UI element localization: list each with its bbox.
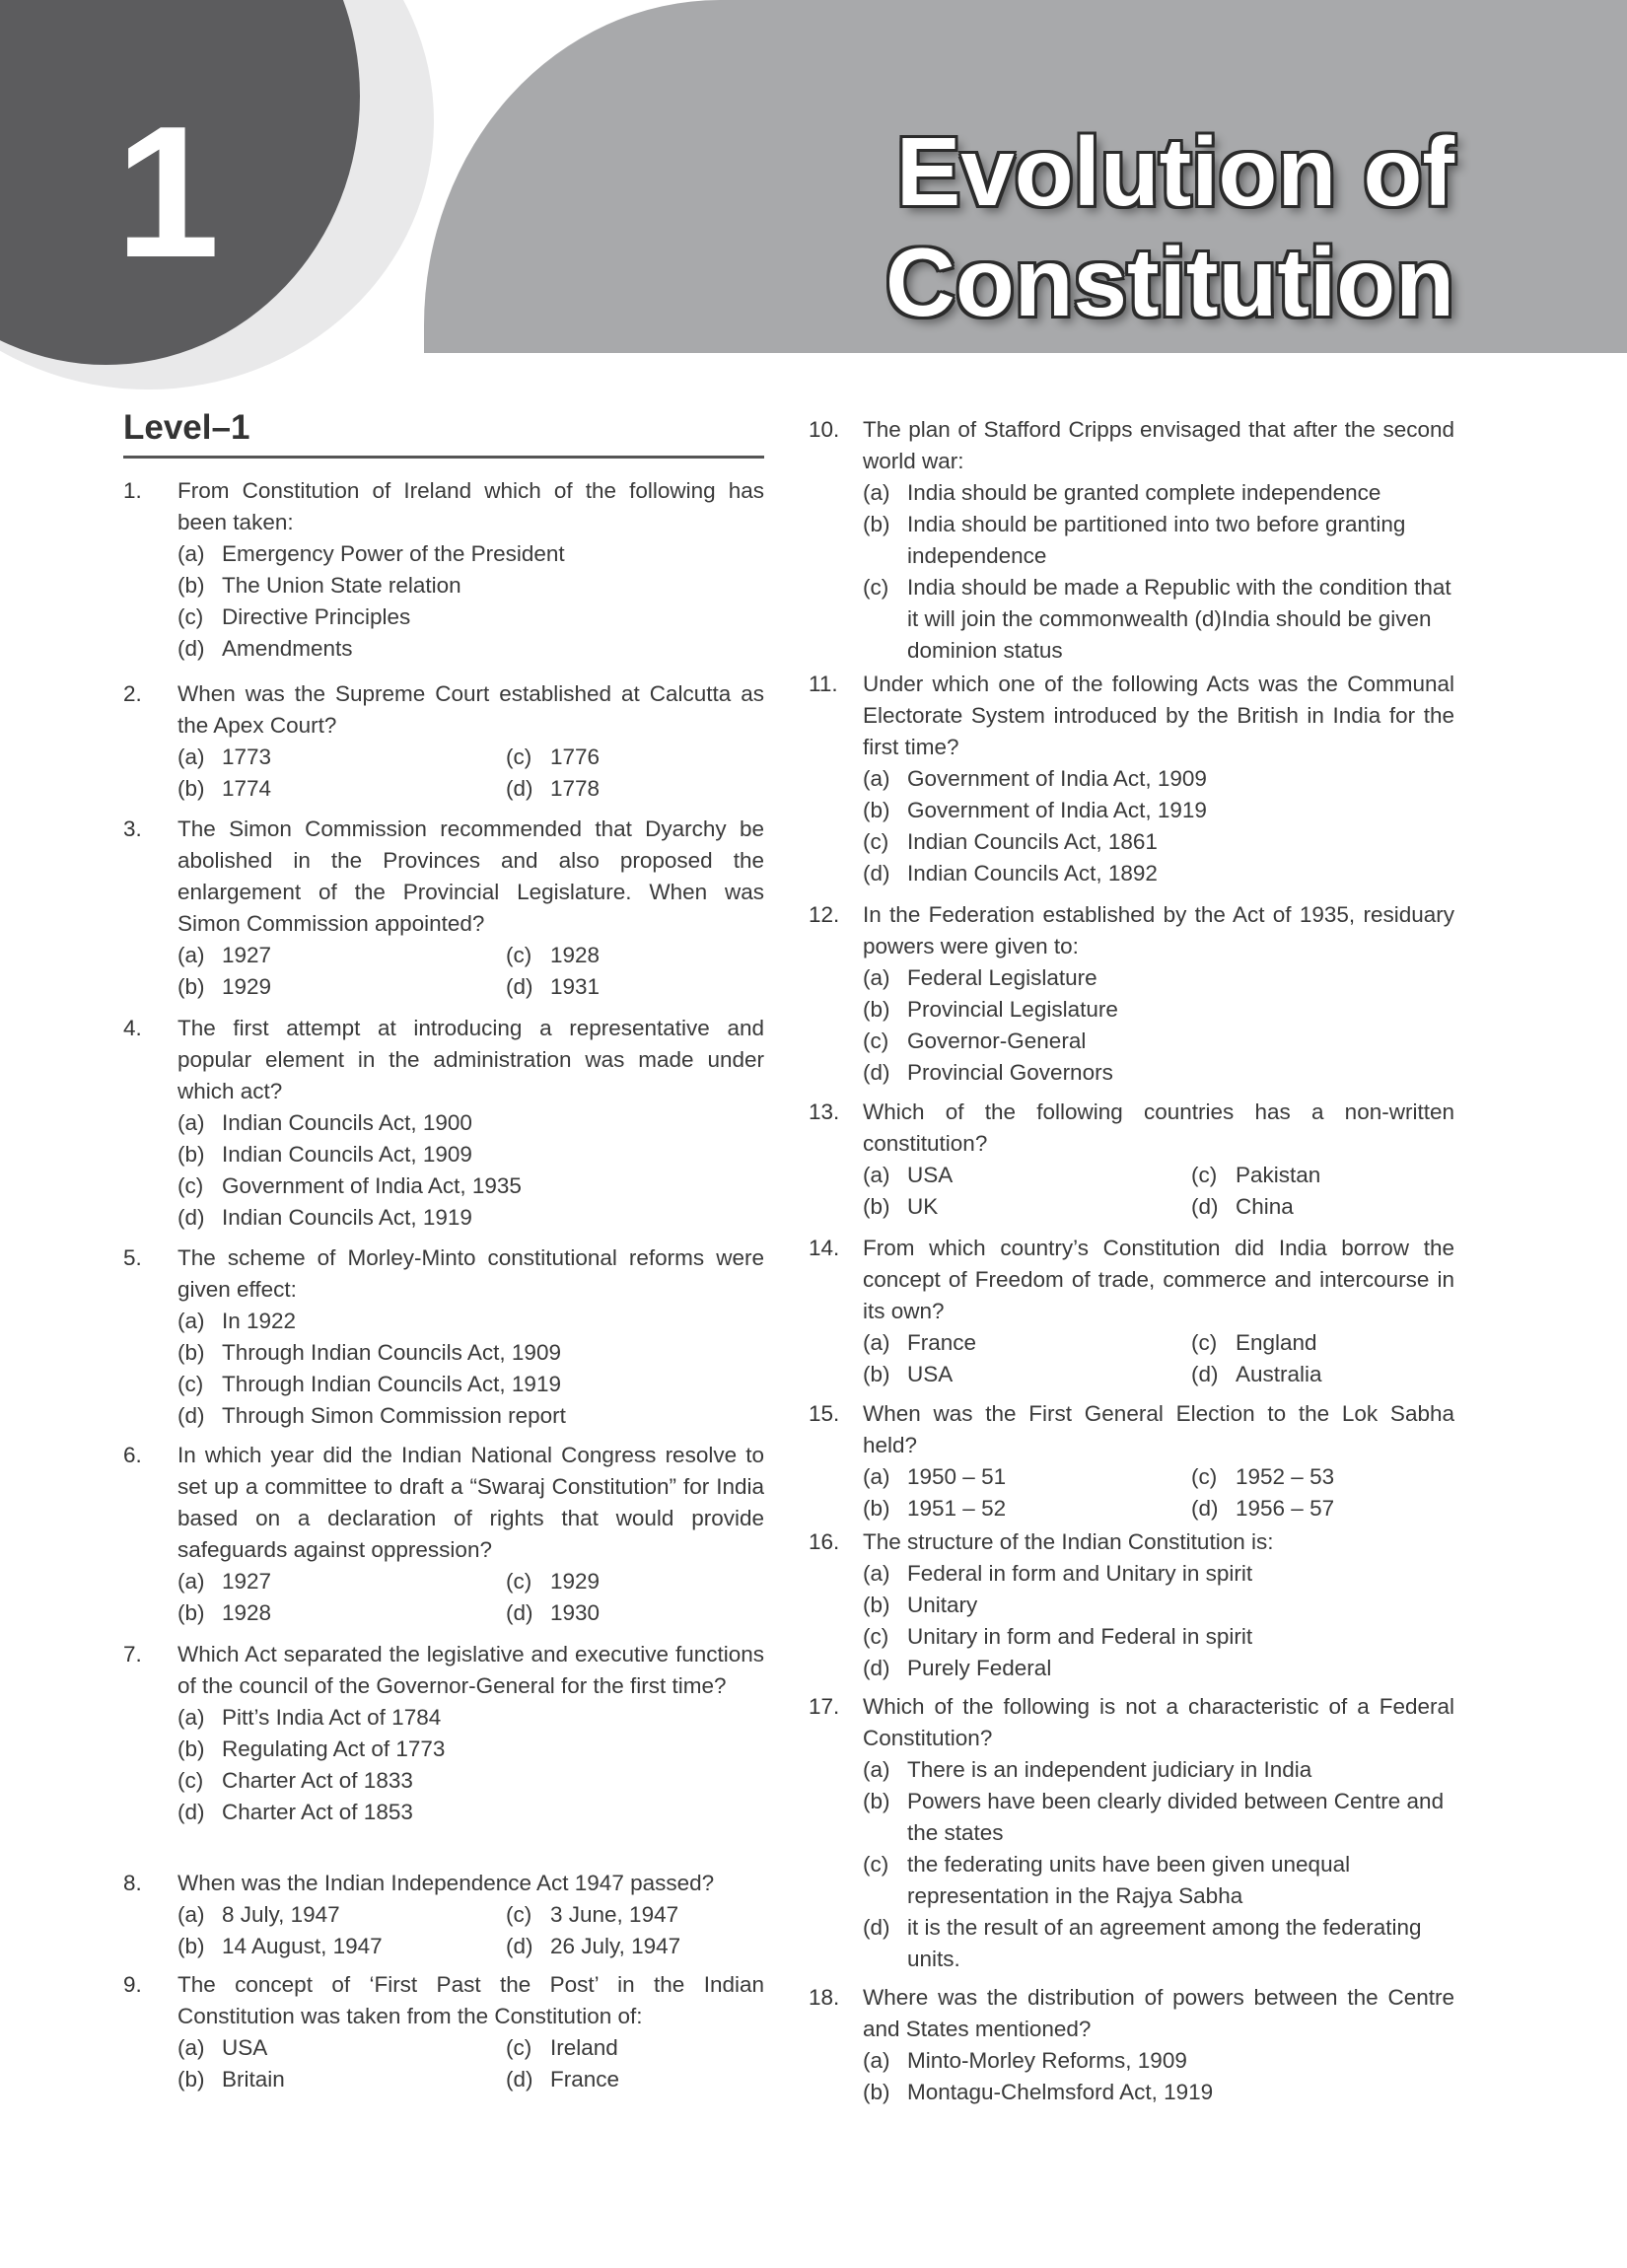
option-item (177, 602, 764, 633)
question-text: From Constitution of Ireland which of the following has been taken: (177, 478, 764, 534)
option-text: Indian Councils Act, 1861 (907, 829, 1158, 854)
option-item (177, 633, 764, 665)
option-text: 14 August, 1947 (222, 1934, 383, 1958)
option-label: (b) (177, 573, 205, 598)
option-item (863, 763, 1454, 795)
option-text: Indian Councils Act, 1919 (222, 1205, 472, 1230)
option-text: India should be granted complete independence (907, 480, 1381, 505)
option-item (1191, 1160, 1454, 1191)
option-text: Unitary in form and Federal in spirit (907, 1624, 1253, 1649)
option-item (177, 538, 764, 570)
option-label: (a) (177, 1309, 205, 1333)
option-item (863, 477, 1454, 509)
question-options (863, 1461, 1454, 1524)
question-item (123, 1242, 764, 1432)
option-text: In 1922 (222, 1309, 297, 1333)
question-item (123, 475, 764, 665)
option-label: (a) (863, 1330, 890, 1355)
option-item (506, 2032, 764, 2064)
option-item (863, 1057, 1454, 1089)
option-label: (a) (863, 1163, 890, 1187)
option-label: (d) (506, 1934, 533, 1958)
option-label: (b) (177, 776, 205, 801)
question-item (809, 1398, 1454, 1524)
question-item (809, 414, 1454, 667)
chapter-title-line1: Evolution of (895, 117, 1454, 226)
question-item (809, 669, 1454, 889)
option-text: 1927 (222, 1569, 272, 1594)
question-number: 13. (809, 1099, 840, 1124)
option-label: (b) (177, 974, 205, 999)
option-item (177, 1369, 764, 1400)
option-text: USA (222, 2035, 268, 2060)
option-label: (b) (863, 1362, 890, 1386)
option-item (506, 1566, 764, 1597)
question-number: 14. (809, 1236, 840, 1260)
option-item (506, 971, 764, 1003)
option-label: (c) (1191, 1330, 1218, 1355)
option-label: (b) (863, 997, 890, 1022)
option-item (863, 1493, 1191, 1524)
option-label: (a) (863, 2048, 890, 2073)
option-text: Governor-General (907, 1028, 1087, 1053)
question-item (123, 1440, 764, 1629)
option-text: 3 June, 1947 (550, 1902, 679, 1927)
option-label: (c) (506, 1902, 532, 1927)
option-item (506, 940, 764, 971)
option-label: (b) (177, 1934, 205, 1958)
option-item (177, 1170, 764, 1202)
option-item (1191, 1359, 1454, 1390)
question-text: When was the Indian Independence Act 1947 passed? (177, 1871, 715, 1895)
option-item (177, 1107, 764, 1139)
option-item (863, 1786, 1454, 1849)
question-options (863, 1327, 1454, 1390)
option-label: (b) (863, 1789, 890, 1813)
option-text: Unitary (907, 1593, 978, 1617)
question-options (863, 763, 1454, 889)
option-label: (d) (1191, 1362, 1219, 1386)
option-label: (d) (1191, 1496, 1219, 1521)
question-options (177, 538, 764, 665)
question-text: The plan of Stafford Cripps envisaged that after the second world war: (863, 417, 1454, 473)
question-options (177, 1306, 764, 1432)
option-label: (c) (177, 604, 204, 629)
chapter-header (0, 0, 1627, 355)
option-text: 1776 (550, 744, 601, 769)
option-item (863, 795, 1454, 826)
option-text: 1928 (550, 943, 601, 967)
option-item (863, 572, 1454, 667)
option-item (1191, 1493, 1454, 1524)
question-item (123, 1868, 764, 1962)
option-item (177, 1765, 764, 1797)
question-text: In the Federation established by the Act of 1935, residuary powers were given to: (863, 902, 1454, 958)
option-text: France (907, 1330, 977, 1355)
option-item (177, 1597, 506, 1629)
option-label: (a) (863, 965, 890, 990)
chapter-title-line2: Constitution (885, 228, 1454, 336)
option-item (506, 1597, 764, 1629)
question-number: 16. (809, 1529, 840, 1554)
question-item (123, 1013, 764, 1234)
option-text: India should be made a Republic with the condition that it will join the commonwealth (d)India should be given dominion status (907, 575, 1451, 663)
question-item (809, 899, 1454, 1089)
option-text: There is an independent judiciary in India (907, 1757, 1312, 1782)
option-item (177, 1734, 764, 1765)
option-item (177, 2064, 506, 2095)
option-label: (a) (177, 1902, 205, 1927)
question-options (863, 2045, 1454, 2108)
option-item (177, 773, 506, 805)
option-text: 1950 – 51 (907, 1464, 1007, 1489)
option-text: Pitt’s India Act of 1784 (222, 1705, 442, 1730)
option-text: 1774 (222, 776, 272, 801)
question-number: 6. (123, 1443, 142, 1467)
option-text: Pakistan (1236, 1163, 1321, 1187)
option-text: the federating units have been given unequal representation in the Rajya Sabha (907, 1852, 1351, 1908)
option-item (863, 1160, 1191, 1191)
option-text: 1952 – 53 (1236, 1464, 1335, 1489)
option-item (177, 1566, 506, 1597)
option-label: (d) (177, 1403, 205, 1428)
option-text: 1931 (550, 974, 601, 999)
option-item (506, 1931, 764, 1962)
option-text: Federal in form and Unitary in spirit (907, 1561, 1253, 1586)
question-options (177, 940, 764, 1003)
option-text: Indian Councils Act, 1892 (907, 861, 1158, 886)
option-label: (c) (1191, 1464, 1218, 1489)
question-text: In which year did the Indian National Congress resolve to set up a committee to draft a “Swaraj Constitution” for India based on a declaration of rights that would provide safeguards against oppression? (177, 1443, 764, 1562)
option-item (863, 1359, 1191, 1390)
option-text: 1928 (222, 1600, 272, 1625)
option-label: (b) (863, 1194, 890, 1219)
option-item (177, 742, 506, 773)
option-label: (c) (863, 575, 889, 600)
option-item (863, 1026, 1454, 1057)
option-text: Through Indian Councils Act, 1909 (222, 1340, 561, 1365)
question-number: 7. (123, 1642, 142, 1666)
option-item (177, 570, 764, 602)
question-number: 5. (123, 1245, 142, 1270)
option-label: (d) (506, 974, 533, 999)
option-label: (b) (177, 2067, 205, 2091)
option-item (863, 1621, 1454, 1653)
option-label: (c) (177, 1173, 204, 1198)
question-text: Under which one of the following Acts was the Communal Electorate System introduced by the British in India for the first time? (863, 672, 1454, 759)
option-item (177, 971, 506, 1003)
question-text: Which of the following countries has a non-written constitution? (863, 1099, 1454, 1156)
question-text: Which of the following is not a characteristic of a Federal Constitution? (863, 1694, 1454, 1750)
question-number: 17. (809, 1694, 840, 1719)
option-item (177, 1931, 506, 1962)
option-text: Federal Legislature (907, 965, 1097, 990)
option-text: Regulating Act of 1773 (222, 1736, 446, 1761)
option-text: The Union State relation (222, 573, 461, 598)
option-text: Indian Councils Act, 1909 (222, 1142, 472, 1167)
question-number: 15. (809, 1401, 840, 1426)
option-text: USA (907, 1163, 954, 1187)
option-text: China (1236, 1194, 1294, 1219)
option-label: (a) (863, 1561, 890, 1586)
option-text: Through Indian Councils Act, 1919 (222, 1372, 561, 1396)
option-item (1191, 1461, 1454, 1493)
option-item (177, 1202, 764, 1234)
option-text: 1930 (550, 1600, 601, 1625)
option-text: Amendments (222, 636, 353, 661)
question-options (863, 1754, 1454, 1975)
option-text: 26 July, 1947 (550, 1934, 681, 1958)
option-item (506, 2064, 764, 2095)
question-options (177, 1899, 764, 1962)
option-label: (a) (177, 1110, 205, 1135)
question-item (809, 1233, 1454, 1390)
option-text: Charter Act of 1853 (222, 1800, 413, 1824)
option-text: England (1236, 1330, 1317, 1355)
question-item (123, 1969, 764, 2095)
option-label: (a) (177, 1569, 205, 1594)
option-label: (c) (863, 1852, 889, 1877)
question-text: The Simon Commission recommended that Dyarchy be abolished in the Provinces and also proposed the enlargement of the Provincial Legislature. When was Simon Commission appointed? (177, 816, 764, 936)
option-label: (c) (506, 943, 532, 967)
option-label: (c) (506, 744, 532, 769)
option-label: (b) (177, 1600, 205, 1625)
chapter-number: 1 (115, 88, 220, 297)
option-label: (b) (863, 1496, 890, 1521)
question-item (809, 1982, 1454, 2108)
option-text: UK (907, 1194, 939, 1219)
option-item (863, 1327, 1191, 1359)
question-options (177, 1107, 764, 1234)
option-item (863, 1653, 1454, 1684)
option-item (863, 1590, 1454, 1621)
option-item (177, 1337, 764, 1369)
question-options (863, 962, 1454, 1089)
chapter-title (885, 116, 1454, 337)
question-text: When was the Supreme Court established at Calcutta as the Apex Court? (177, 681, 764, 738)
option-item (863, 1849, 1454, 1912)
question-number: 3. (123, 816, 142, 841)
option-text: India should be partitioned into two before granting independence (907, 512, 1406, 568)
option-label: (a) (863, 1757, 890, 1782)
question-text: Which Act separated the legislative and executive functions of the council of the Governor-General for the first time? (177, 1642, 764, 1698)
option-label: (a) (177, 943, 205, 967)
option-label: (c) (863, 1028, 889, 1053)
option-text: Through Simon Commission report (222, 1403, 566, 1428)
option-item (863, 962, 1454, 994)
question-options (863, 1160, 1454, 1223)
option-text: Directive Principles (222, 604, 411, 629)
option-text: Australia (1236, 1362, 1322, 1386)
option-label: (d) (177, 636, 205, 661)
option-item (863, 1558, 1454, 1590)
option-text: Emergency Power of the President (222, 541, 565, 566)
question-item (809, 1691, 1454, 1975)
option-label: (d) (506, 1600, 533, 1625)
option-label: (a) (177, 744, 205, 769)
option-text: Government of India Act, 1935 (222, 1173, 522, 1198)
option-text: 1951 – 52 (907, 1496, 1007, 1521)
option-item (506, 773, 764, 805)
question-text: The structure of the Indian Constitution is: (863, 1529, 1274, 1554)
question-item (809, 1097, 1454, 1223)
option-text: Government of India Act, 1909 (907, 766, 1207, 791)
option-item (1191, 1191, 1454, 1223)
option-label: (a) (863, 1464, 890, 1489)
option-label: (c) (1191, 1163, 1218, 1187)
option-text: France (550, 2067, 620, 2091)
option-item (1191, 1327, 1454, 1359)
option-text: Ireland (550, 2035, 618, 2060)
option-text: it is the result of an agreement among the federating units. (907, 1915, 1422, 1971)
question-item (123, 814, 764, 1003)
option-label: (b) (177, 1142, 205, 1167)
question-options (177, 742, 764, 805)
question-text: The first attempt at introducing a representative and popular element in the administration was made under which act? (177, 1016, 764, 1103)
option-text: 1778 (550, 776, 601, 801)
option-label: (c) (863, 829, 889, 854)
option-item (863, 1461, 1191, 1493)
option-text: 1927 (222, 943, 272, 967)
option-text: Britain (222, 2067, 285, 2091)
option-text: Charter Act of 1833 (222, 1768, 413, 1793)
question-number: 18. (809, 1985, 840, 2010)
option-item (863, 509, 1454, 572)
option-label: (c) (863, 1624, 889, 1649)
question-number: 10. (809, 417, 840, 442)
option-label: (d) (863, 1060, 890, 1085)
option-text: 1929 (550, 1569, 601, 1594)
option-item (863, 858, 1454, 889)
question-options (863, 477, 1454, 667)
option-text: Provincial Governors (907, 1060, 1113, 1085)
option-item (177, 1400, 764, 1432)
option-label: (a) (177, 541, 205, 566)
option-item (177, 1702, 764, 1734)
question-number: 2. (123, 681, 142, 706)
option-label: (c) (506, 1569, 532, 1594)
option-text: Indian Councils Act, 1900 (222, 1110, 472, 1135)
option-item (177, 1797, 764, 1828)
question-number: 11. (809, 672, 838, 696)
option-item (177, 1899, 506, 1931)
option-item (177, 1139, 764, 1170)
option-text: Powers have been clearly divided between Centre and the states (907, 1789, 1445, 1845)
option-label: (a) (863, 766, 890, 791)
level-heading: Level–1 (123, 408, 764, 459)
option-label: (a) (177, 1705, 205, 1730)
question-text: Where was the distribution of powers between the Centre and States mentioned? (863, 1985, 1454, 2041)
option-item (506, 1899, 764, 1931)
option-text: Montagu-Chelmsford Act, 1919 (907, 2080, 1214, 2104)
option-label: (d) (506, 2067, 533, 2091)
option-text: 1929 (222, 974, 272, 999)
option-item (863, 1754, 1454, 1786)
option-label: (d) (177, 1800, 205, 1824)
option-item (863, 1191, 1191, 1223)
option-item (863, 2077, 1454, 2108)
question-text: The scheme of Morley-Minto constitutional reforms were given effect: (177, 1245, 764, 1302)
option-label: (d) (863, 1915, 890, 1940)
option-text: Purely Federal (907, 1656, 1052, 1680)
question-number: 12. (809, 902, 840, 927)
question-text: When was the First General Election to the Lok Sabha held? (863, 1401, 1454, 1457)
option-label: (d) (1191, 1194, 1219, 1219)
question-number: 4. (123, 1016, 142, 1040)
option-label: (b) (863, 1593, 890, 1617)
option-text: 8 July, 1947 (222, 1902, 340, 1927)
question-item (123, 1639, 764, 1828)
question-number: 1. (123, 478, 142, 503)
question-number: 8. (123, 1871, 142, 1895)
option-label: (a) (863, 480, 890, 505)
option-text: 1956 – 57 (1236, 1496, 1335, 1521)
option-label: (d) (863, 861, 890, 886)
option-label: (c) (177, 1768, 204, 1793)
option-label: (b) (177, 1736, 205, 1761)
option-text: USA (907, 1362, 954, 1386)
option-label: (d) (863, 1656, 890, 1680)
option-item (863, 1912, 1454, 1975)
question-text: From which country’s Constitution did India borrow the concept of Freedom of trade, commerce and intercourse in its own? (863, 1236, 1454, 1323)
option-text: 1773 (222, 744, 272, 769)
option-label: (b) (863, 2080, 890, 2104)
question-options (177, 1702, 764, 1828)
option-text: Provincial Legislature (907, 997, 1118, 1022)
question-text: The concept of ‘First Past the Post’ in the Indian Constitution was taken from the Constitution of: (177, 1972, 764, 2028)
option-label: (d) (177, 1205, 205, 1230)
option-item (506, 742, 764, 773)
option-label: (b) (863, 798, 890, 822)
question-number: 9. (123, 1972, 142, 1997)
option-item (177, 940, 506, 971)
option-item (177, 2032, 506, 2064)
question-options (177, 2032, 764, 2095)
question-item (123, 678, 764, 805)
option-item (863, 826, 1454, 858)
question-options (177, 1566, 764, 1629)
question-item (809, 1526, 1454, 1684)
option-item (863, 994, 1454, 1026)
option-label: (d) (506, 776, 533, 801)
option-label: (b) (863, 512, 890, 536)
option-label: (c) (506, 2035, 532, 2060)
option-text: Government of India Act, 1919 (907, 798, 1207, 822)
question-options (863, 1558, 1454, 1684)
option-item (177, 1306, 764, 1337)
option-item (863, 2045, 1454, 2077)
option-label: (a) (177, 2035, 205, 2060)
option-label: (b) (177, 1340, 205, 1365)
option-text: Minto-Morley Reforms, 1909 (907, 2048, 1187, 2073)
option-label: (c) (177, 1372, 204, 1396)
